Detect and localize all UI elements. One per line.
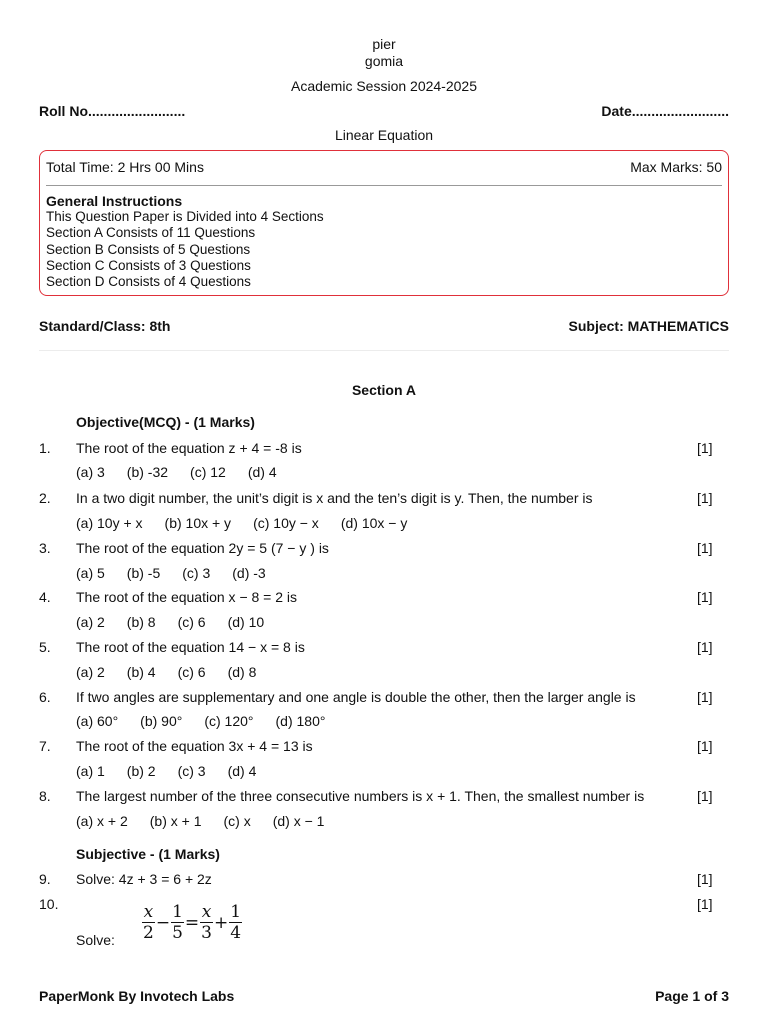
plus-sign: + (213, 912, 229, 933)
question-marks: [1] (697, 589, 713, 605)
school-name-line1: pier (372, 36, 396, 52)
date-field: Date......................... (601, 103, 729, 119)
option: (d) x − 1 (272, 813, 325, 829)
question-text: Solve: 4z + 3 = 6 + 2z (76, 871, 212, 887)
paper-topic: Linear Equation (334, 127, 434, 143)
question-text: The root of the equation x − 8 = 2 is (76, 589, 298, 605)
question-number: 5. (39, 639, 51, 655)
question-number: 2. (39, 490, 51, 506)
subject-label: Subject: MATHEMATICS (568, 318, 729, 334)
option: (d) 4 (227, 763, 257, 779)
option: (c) 3 (177, 763, 206, 779)
divider (39, 350, 729, 351)
option: (c) 3 (182, 565, 211, 581)
instruction-line: This Question Paper is Divided into 4 Sections (46, 209, 324, 224)
max-marks: Max Marks: 50 (630, 159, 722, 175)
fraction (229, 902, 242, 943)
question-options (76, 763, 278, 779)
option: (d) 4 (247, 464, 277, 480)
total-time: Total Time: 2 Hrs 00 Mins (46, 159, 204, 175)
footer-brand: PaperMonk By Invotech Labs (39, 988, 235, 1004)
subjective-heading: Subjective - (1 Marks) (76, 846, 220, 862)
class-label: Standard/Class: 8th (39, 318, 171, 334)
question-text: The root of the equation z + 4 = -8 is (76, 440, 302, 456)
option: (a) 1 (76, 763, 105, 779)
instructions-title: General Instructions (46, 193, 183, 209)
option: (a) 5 (76, 565, 105, 581)
option: (c) 120° (204, 713, 254, 729)
instructions-list (46, 209, 324, 290)
objective-heading: Objective(MCQ) - (1 Marks) (76, 414, 255, 430)
question-text: The largest number of the three consecutive numbers is x + 1. Then, the smallest number is (76, 788, 645, 804)
question-marks: [1] (697, 490, 713, 506)
option: (b) -32 (126, 464, 169, 480)
instruction-line: Section A Consists of 11 Questions (46, 225, 256, 241)
minus-sign: − (155, 912, 171, 933)
question-text: If two angles are supplementary and one angle is double the other, then the larger angle is (76, 689, 636, 705)
question-text: The root of the equation 14 − x = 8 is (76, 639, 305, 655)
option: (b) 10x + y (164, 515, 232, 531)
option: (d) 180° (275, 713, 326, 729)
question-options (76, 614, 286, 630)
question-number: 4. (39, 589, 51, 605)
option: (c) 10y − x (253, 515, 319, 531)
roll-number-field: Roll No......................... (39, 103, 186, 119)
section-title: Section A (351, 382, 417, 398)
option: (a) 3 (76, 464, 105, 480)
instruction-line: Section C Consists of 3 Questions (46, 257, 251, 273)
denominator: 5 (172, 923, 183, 943)
instructions-box (39, 150, 729, 296)
numerator: 1 (172, 902, 183, 922)
option: (b) -5 (126, 565, 161, 581)
fraction (200, 902, 213, 943)
instruction-line: Section B Consists of 5 Questions (46, 241, 251, 257)
fraction (142, 902, 155, 943)
option: (b) 8 (126, 614, 156, 630)
option: (a) 2 (76, 614, 105, 630)
question-number: 3. (39, 540, 51, 556)
question-number: 7. (39, 738, 51, 754)
option: (b) 90° (140, 713, 183, 729)
question-marks: [1] (697, 738, 713, 754)
option: (a) 60° (76, 713, 119, 729)
option: (d) 8 (227, 664, 257, 680)
question-number: 1. (39, 440, 51, 456)
divider (46, 185, 722, 186)
denominator: 3 (201, 923, 212, 943)
option: (c) x (223, 813, 251, 829)
question-number: 8. (39, 788, 51, 804)
question-marks: [1] (697, 896, 713, 912)
option: (b) 2 (126, 763, 156, 779)
school-name-line2: gomia (364, 53, 404, 69)
question-options (76, 565, 288, 581)
question-marks: [1] (697, 689, 713, 705)
question-options (76, 813, 346, 829)
numerator: x (201, 902, 212, 922)
question-number: 9. (39, 871, 51, 887)
page-number: Page 1 of 3 (655, 988, 729, 1004)
option: (a) x + 2 (76, 813, 128, 829)
option: (a) 2 (76, 664, 105, 680)
question-options (76, 515, 429, 531)
question-options (76, 713, 347, 729)
question-marks: [1] (697, 871, 713, 887)
question-text: Solve: (76, 932, 115, 948)
question-text: The root of the equation 2y = 5 (7 − y ) is (76, 540, 329, 556)
fraction (171, 902, 184, 943)
question-number: 10. (39, 896, 59, 912)
question-marks: [1] (697, 440, 713, 456)
question-options (76, 664, 278, 680)
option: (b) 4 (126, 664, 156, 680)
question-marks: [1] (697, 639, 713, 655)
option: (b) x + 1 (149, 813, 202, 829)
academic-session: Academic Session 2024-2025 (290, 78, 477, 94)
option: (c) 6 (177, 614, 206, 630)
numerator: x (143, 902, 154, 922)
equals-sign: = (184, 912, 200, 933)
question-options (76, 464, 299, 480)
option: (d) 10 (227, 614, 265, 630)
option: (d) -3 (232, 565, 266, 581)
question-number: 6. (39, 689, 51, 705)
instruction-line: Section D Consists of 4 Questions (46, 274, 251, 290)
denominator: 4 (230, 923, 242, 943)
option: (c) 12 (190, 464, 226, 480)
question-text: The root of the equation 3x + 4 = 13 is (76, 738, 313, 754)
option: (d) 10x − y (340, 515, 408, 531)
numerator: 1 (230, 902, 242, 922)
denominator: 2 (143, 923, 154, 943)
question-text: In a two digit number, the unit’s digit is x and the ten’s digit is y. Then, the number is (76, 490, 593, 506)
question-marks: [1] (697, 788, 713, 804)
question-marks: [1] (697, 540, 713, 556)
option: (a) 10y + x (76, 515, 143, 531)
option: (c) 6 (177, 664, 206, 680)
fraction-equation (142, 902, 242, 943)
